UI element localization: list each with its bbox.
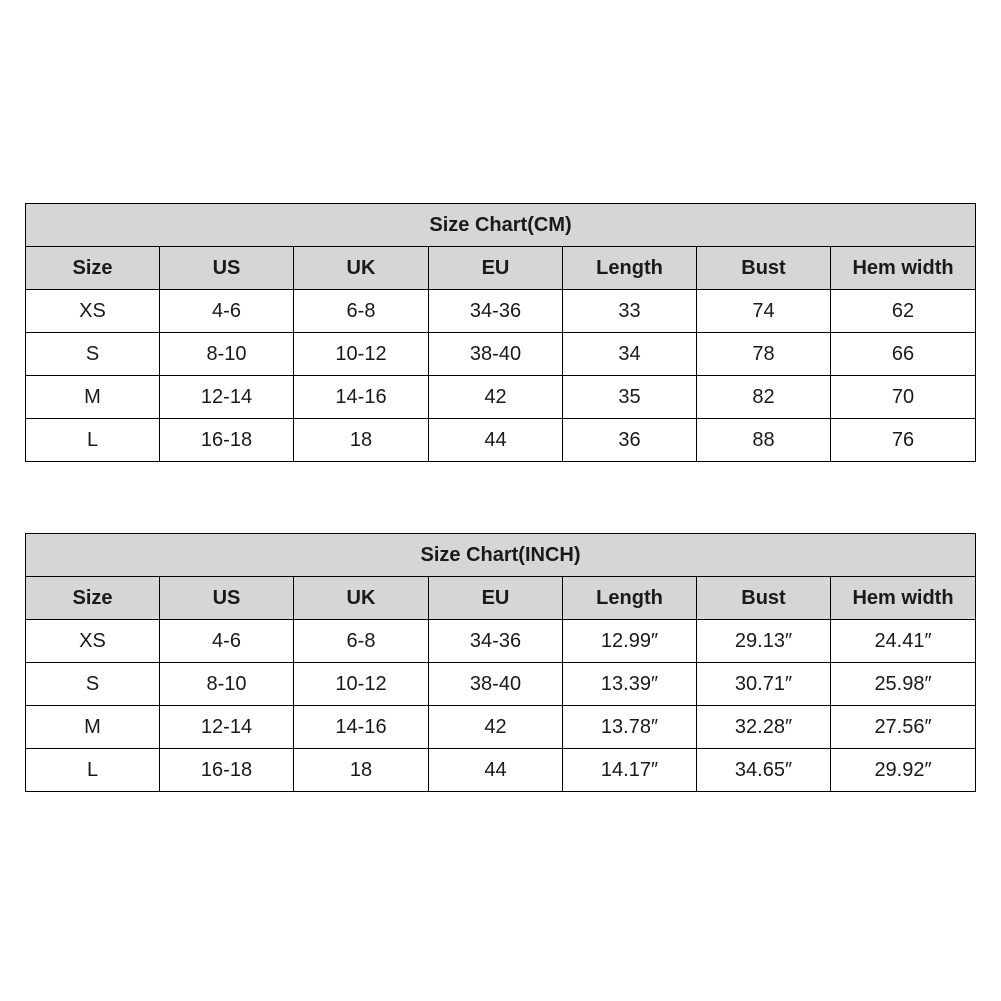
table-cell: 10-12	[294, 663, 429, 706]
table-cell: 82	[697, 376, 831, 419]
table-cell: 27.56″	[831, 706, 976, 749]
table-cell: 88	[697, 419, 831, 462]
table-row	[26, 419, 976, 462]
table-cell: 6-8	[294, 620, 429, 663]
column-header-us: US	[160, 247, 294, 290]
table-cell: XS	[26, 620, 160, 663]
table-cell: 33	[563, 290, 697, 333]
column-header-us: US	[160, 577, 294, 620]
column-header-eu: EU	[429, 577, 563, 620]
table-cell: 14-16	[294, 376, 429, 419]
table-cell: 44	[429, 419, 563, 462]
column-header-bust: Bust	[697, 577, 831, 620]
table-row	[26, 706, 976, 749]
table-cell: 8-10	[160, 663, 294, 706]
table-cell: XS	[26, 290, 160, 333]
table-cell: 34	[563, 333, 697, 376]
table-cell: M	[26, 376, 160, 419]
table-cell: 44	[429, 749, 563, 792]
table-cell: 14-16	[294, 706, 429, 749]
table-cell: 25.98″	[831, 663, 976, 706]
table-title-row	[26, 534, 976, 577]
table-cell: 35	[563, 376, 697, 419]
table-cell: S	[26, 663, 160, 706]
table-row	[26, 290, 976, 333]
table-cell: 13.78″	[563, 706, 697, 749]
table-cell: 34-36	[429, 290, 563, 333]
column-header-length: Length	[563, 247, 697, 290]
table-cell: 24.41″	[831, 620, 976, 663]
column-header-uk: UK	[294, 577, 429, 620]
table-cell: 16-18	[160, 419, 294, 462]
table-title-row	[26, 204, 976, 247]
table-header-row	[26, 577, 976, 620]
table-row	[26, 749, 976, 792]
column-header-length: Length	[563, 577, 697, 620]
table-cell: 12-14	[160, 376, 294, 419]
table-cell: 78	[697, 333, 831, 376]
table-cell: 14.17″	[563, 749, 697, 792]
table-row	[26, 333, 976, 376]
table-cell: 10-12	[294, 333, 429, 376]
table-cell: 12-14	[160, 706, 294, 749]
column-header-size: Size	[26, 577, 160, 620]
table-cell: 4-6	[160, 620, 294, 663]
table-cell: 76	[831, 419, 976, 462]
table-header-row	[26, 247, 976, 290]
table-title: Size Chart(INCH)	[26, 534, 976, 577]
table-cell: 18	[294, 419, 429, 462]
table-row	[26, 376, 976, 419]
table-row	[26, 620, 976, 663]
table-cell: 70	[831, 376, 976, 419]
table-cell: 36	[563, 419, 697, 462]
table-cell: 29.92″	[831, 749, 976, 792]
table-cell: 30.71″	[697, 663, 831, 706]
table-cell: 66	[831, 333, 976, 376]
table-cell: 12.99″	[563, 620, 697, 663]
size-chart-cm-table	[25, 203, 976, 462]
table-cell: L	[26, 419, 160, 462]
table-cell: 42	[429, 706, 563, 749]
column-header-uk: UK	[294, 247, 429, 290]
column-header-bust: Bust	[697, 247, 831, 290]
table-cell: 8-10	[160, 333, 294, 376]
column-header-hem-width: Hem width	[831, 247, 976, 290]
table-cell: 74	[697, 290, 831, 333]
table-cell: M	[26, 706, 160, 749]
column-header-size: Size	[26, 247, 160, 290]
table-cell: 4-6	[160, 290, 294, 333]
table-cell: 38-40	[429, 333, 563, 376]
table-cell: 38-40	[429, 663, 563, 706]
table-cell: 32.28″	[697, 706, 831, 749]
size-chart-inch-table	[25, 533, 976, 792]
table-cell: 16-18	[160, 749, 294, 792]
table-cell: L	[26, 749, 160, 792]
column-header-eu: EU	[429, 247, 563, 290]
table-title: Size Chart(CM)	[26, 204, 976, 247]
table-cell: 34.65″	[697, 749, 831, 792]
table-row	[26, 663, 976, 706]
table-cell: 34-36	[429, 620, 563, 663]
table-cell: 62	[831, 290, 976, 333]
table-cell: 42	[429, 376, 563, 419]
table-cell: 29.13″	[697, 620, 831, 663]
column-header-hem-width: Hem width	[831, 577, 976, 620]
table-cell: S	[26, 333, 160, 376]
table-cell: 18	[294, 749, 429, 792]
table-cell: 6-8	[294, 290, 429, 333]
table-cell: 13.39″	[563, 663, 697, 706]
